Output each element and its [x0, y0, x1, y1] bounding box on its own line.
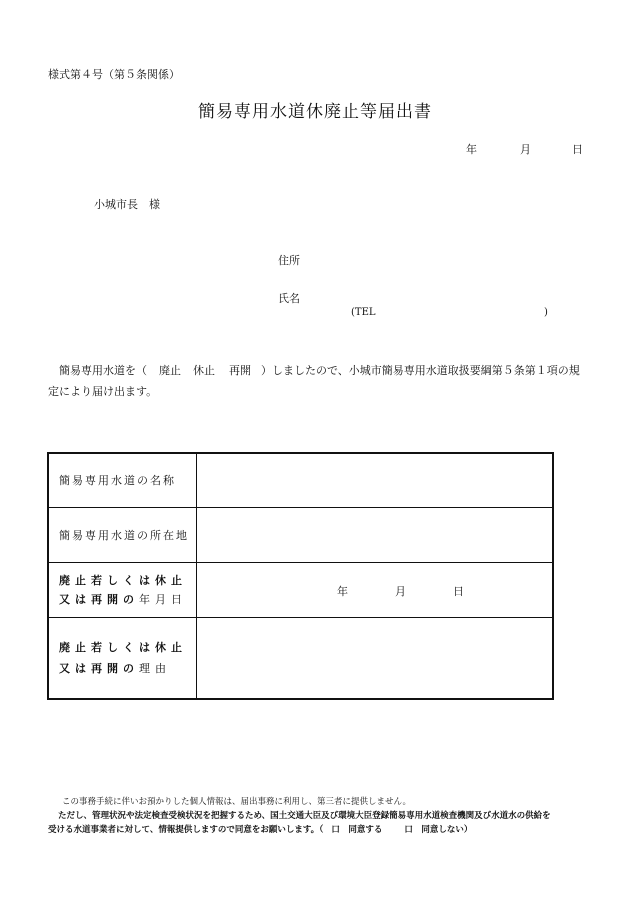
- date-month-label: 月: [520, 143, 531, 156]
- option-suspend: 休止: [193, 364, 215, 377]
- form-number: 様式第４号（第５条関係）: [48, 68, 180, 81]
- table-row: [48, 562, 553, 617]
- privacy-notice-line1: この事務手続に伴いお預かりした個人情報は、届出事務に利用し、第三者に提供しません。: [62, 797, 412, 807]
- water-supply-location-field[interactable]: [197, 507, 554, 562]
- table-row: [48, 453, 553, 507]
- change-reason-label-rest: 理由: [139, 661, 171, 675]
- water-supply-location-label: 簡易専用水道の所在地: [48, 507, 197, 562]
- consent-disagree-checkbox[interactable]: 口 同意しない）: [404, 825, 473, 835]
- change-date-field[interactable]: [197, 562, 554, 617]
- consent-agree-checkbox[interactable]: 口 同意する: [331, 825, 383, 835]
- option-resume: 再開: [229, 364, 251, 377]
- addressee: 小城市長 様: [94, 198, 160, 211]
- water-supply-name-label: 簡易専用水道の名称: [48, 453, 197, 507]
- info-table: [47, 452, 554, 700]
- statement-part1: 簡易専用水道を（: [59, 364, 147, 377]
- address-label: 住所: [278, 254, 300, 267]
- change-date-label-bold: 又は再開の: [59, 592, 139, 606]
- option-abolish: 廃止: [159, 364, 181, 377]
- change-date-label-rest: 年月日: [139, 592, 187, 606]
- date-year-label: 年: [466, 143, 477, 156]
- change-date-label-line1: 廃止若しくは休止: [59, 573, 187, 587]
- change-date-month: 月: [395, 584, 406, 598]
- change-date-year: 年: [337, 584, 348, 598]
- statement-part2: ）しましたので、小城市簡易専用水道取扱要綱第５条第１項の規定により届け出ます。: [48, 364, 580, 398]
- change-reason-label-line1: 廃止若しくは休止: [59, 640, 187, 654]
- tel-close-paren: ): [544, 307, 548, 318]
- privacy-notice-line3: [48, 823, 593, 837]
- statement-paragraph: [48, 360, 583, 402]
- change-reason-label-bold: 又は再開の: [59, 661, 139, 675]
- date-day-label: 日: [572, 143, 583, 156]
- page-title: 簡易専用水道休廃止等届出書: [198, 102, 432, 122]
- change-date-day: 日: [453, 584, 464, 598]
- change-date-label: [48, 562, 197, 617]
- privacy-notice-line2: ただし、管理状況や法定検査受検状況を把握するため、国土交通大臣及び環境大臣登録簡易専用水道検査機関及び水道水の供給を: [58, 811, 551, 821]
- table-row: [48, 617, 553, 699]
- privacy-notice-line3-text: 受ける水道事業者に対して、情報提供しますので同意をお願いします。（: [48, 825, 324, 835]
- change-reason-label: [48, 617, 197, 699]
- name-label: 氏名: [278, 292, 300, 305]
- change-reason-field[interactable]: [197, 617, 554, 699]
- tel-label: (TEL: [351, 307, 376, 318]
- table-row: [48, 507, 553, 562]
- water-supply-name-field[interactable]: [197, 453, 554, 507]
